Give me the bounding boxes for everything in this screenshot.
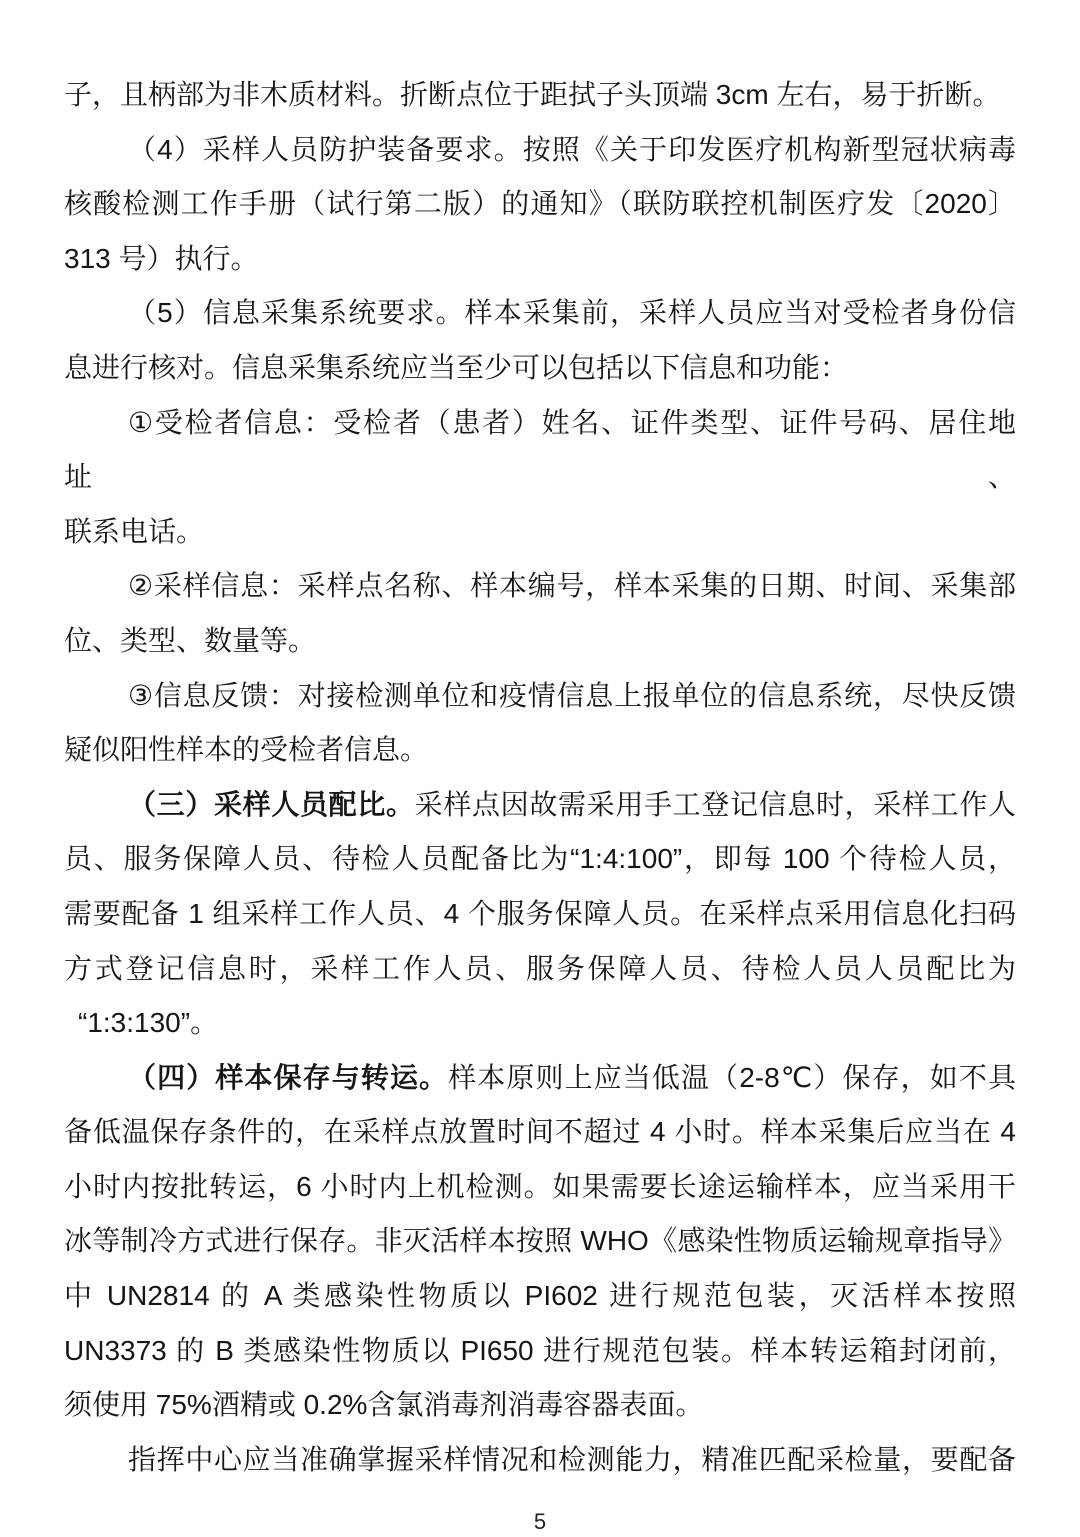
text-line: 需要配备 1 组采样工作人员、4 个服务保障人员。在采样点采用信息化扫码 <box>64 897 1016 929</box>
text-line: 备低温保存条件的，在采样点放置时间不超过 4 小时。样本采集后应当在 4 <box>64 1116 1016 1148</box>
text-line: 须使用 75%酒精或 0.2%含氯消毒剂消毒容器表面。 <box>64 1389 704 1421</box>
text-line: 位、类型、数量等。 <box>64 624 317 656</box>
text-line: ②采样信息：采样点名称、样本编号，样本采集的日期、时间、采集部 <box>128 570 1016 602</box>
text-line: ③信息反馈：对接检测单位和疫情信息上报单位的信息系统，尽快反馈 <box>128 679 1016 711</box>
text-line: 员、服务保障人员、待检人员配备比为“1:4:100”，即每 100 个待检人员， <box>64 843 1016 875</box>
text-line: 疑似阳性样本的受检者信息。 <box>64 734 429 766</box>
text-line: “1:3:130”。 <box>78 1007 219 1039</box>
section-heading-label: （四）样本保存与转运。 <box>128 1061 449 1093</box>
text-run: 采样点因故需采用手工登记信息时，采样工作人 <box>414 788 1016 820</box>
text-line-section-heading <box>64 1051 1016 1106</box>
text-line: 指挥中心应当准确掌握采样情况和检测能力，精准匹配采检量，要配备 <box>128 1443 1016 1475</box>
text-line: 小时内按批转运，6 小时内上机检测。如果需要长途运输样本，应当采用干 <box>64 1170 1016 1202</box>
text-line: 联系电话。 <box>64 515 205 547</box>
text-line: 313 号）执行。 <box>64 242 259 274</box>
text-run: 样本原则上应当低温（2-8℃）保存，如不具 <box>448 1061 1016 1093</box>
text-line-section-heading <box>64 778 1016 833</box>
text-line: （4）采样人员防护装备要求。按照《关于印发医疗机构新型冠状病毒 <box>128 133 1016 165</box>
text-line: （5）信息采集系统要求。样本采集前，采样人员应当对受检者身份信 <box>128 297 1016 329</box>
text-line: 子，且柄部为非木质材料。折断点位于距拭子头顶端 3cm 左右，易于折断。 <box>64 79 1001 110</box>
text-line: 冰等制冷方式进行保存。非灭活样本按照 WHO《感染性物质运输规章指导》 <box>64 1225 1016 1257</box>
text-line: 息进行核对。信息采集系统应当至少可以包括以下信息和功能： <box>64 351 849 383</box>
text-line: ①受检者信息：受检者（患者）姓名、证件类型、证件号码、居住地址、 <box>64 406 1016 493</box>
section-heading-label: （三）采样人员配比。 <box>128 788 415 820</box>
page-number: 5 <box>533 1509 547 1535</box>
text-line: 核酸检测工作手册（试行第二版）的通知》（联防联控机制医疗发〔2020〕 <box>64 188 1016 220</box>
text-line: 方式登记信息时，采样工作人员、服务保障人员、待检人员人员配比为 <box>64 952 1016 984</box>
text-line: 中 UN2814 的 A 类感染性物质以 PI602 进行规范包装，灭活样本按照 <box>64 1280 1016 1312</box>
text-line: UN3373 的 B 类感染性物质以 PI650 进行规范包装。样本转运箱封闭前， <box>64 1334 1016 1366</box>
